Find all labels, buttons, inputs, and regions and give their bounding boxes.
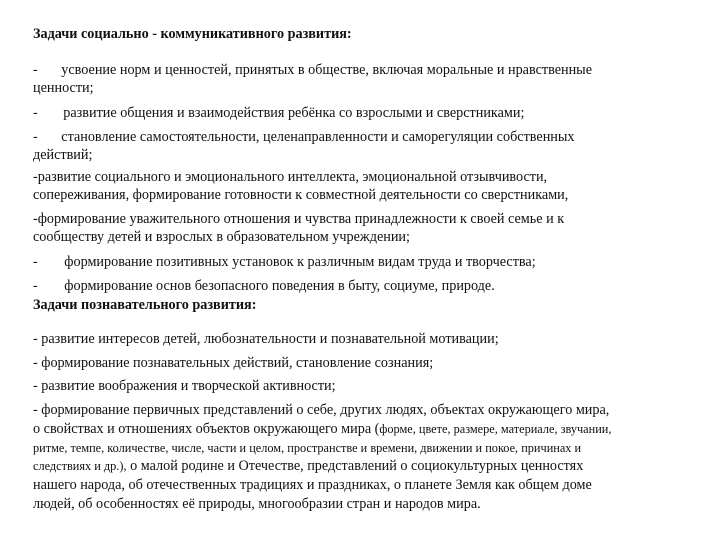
list-item-respect-cont: сообществу детей и взрослых в образовательном учреждении; — [33, 229, 410, 245]
list-dash: - — [33, 105, 38, 121]
list-item-representations-line3: ритме, темпе, количестве, числе, части и целом, пространстве и времени, движении и покое, причинах и — [33, 441, 582, 455]
list-item-text: развитие общения и взаимодействия ребёнка со взрослыми и сверстниками; — [63, 105, 525, 121]
heading-cognitive-tasks: Задачи познавательного развития: — [33, 297, 257, 313]
heading-social-tasks: Задачи социально - коммуникативного развития: — [33, 26, 352, 42]
list-item-representations: - формирование первичных представлений о себе, других людях, объектах окружающего мира, — [33, 402, 610, 418]
list-item-safety — [33, 277, 495, 295]
list-dash: - — [33, 278, 38, 294]
list-dash: - — [33, 254, 38, 270]
list-item-emotional-cont: сопереживания, формирование готовности к совместной деятельности со сверстниками, — [33, 187, 569, 203]
text-main: о свойствах и отношениях объектов окружающего мира ( — [33, 421, 380, 437]
text-small: следствиях и др.), — [33, 459, 127, 473]
list-dash: - — [33, 129, 38, 145]
text-small: форме, цвете, размере, материале, звучании, — [379, 422, 612, 436]
list-dash: - — [33, 62, 38, 78]
list-item-respect: -формирование уважительного отношения и чувства принадлежности к своей семье и к — [33, 211, 565, 227]
list-item-independence-cont: действий; — [33, 147, 93, 163]
list-item-representations-line6: людей, об особенностях её природы, многообразии стран и народов мира. — [33, 496, 481, 512]
list-item-labor — [33, 253, 536, 271]
list-item-representations-line4 — [33, 457, 583, 475]
list-item-interests: - развитие интересов детей, любознательности и познавательной мотивации; — [33, 331, 499, 347]
list-item-text: формирование основ безопасного поведения в быту, социуме, природе. — [64, 278, 495, 294]
text-main: о малой родине и Отечестве, представлений о социокультурных ценностях — [126, 458, 584, 474]
list-item-independence — [33, 128, 575, 146]
list-item-communication — [33, 104, 524, 122]
list-item-text: усвоение норм и ценностей, принятых в обществе, включая моральные и нравственные — [61, 62, 593, 78]
list-item-text: становление самостоятельности, целенаправленности и саморегуляции собственных — [61, 129, 575, 145]
list-item-representations-line5: нашего народа, об отечественных традициях и праздниках, о планете Земля как общем доме — [33, 477, 592, 493]
list-item-representations-line2 — [33, 420, 611, 438]
list-item-imagination: - развитие воображения и творческой активности; — [33, 378, 336, 394]
list-item-text: формирование позитивных установок к различным видам труда и творчества; — [64, 254, 536, 270]
list-item-emotional: -развитие социального и эмоционального интеллекта, эмоциональной отзывчивости, — [33, 169, 548, 185]
list-item-norms — [33, 61, 592, 79]
list-item-cognitive-actions: - формирование познавательных действий, становление сознания; — [33, 355, 434, 371]
list-item-norms-cont: ценности; — [33, 80, 94, 96]
